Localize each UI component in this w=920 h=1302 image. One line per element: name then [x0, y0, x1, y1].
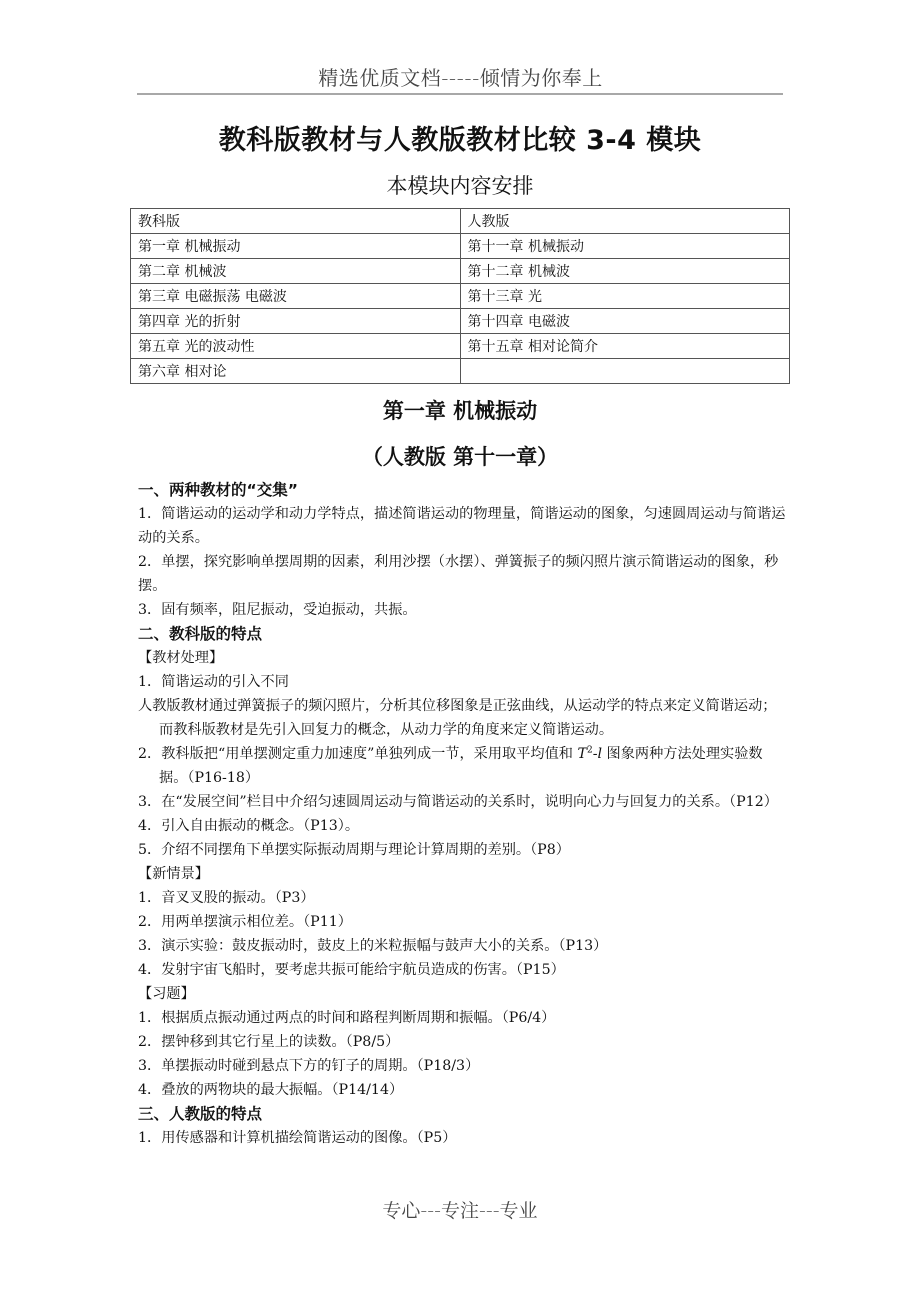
table-cell: 第六章 相对论: [131, 359, 461, 384]
table-cell: 第十四章 电磁波: [460, 309, 790, 334]
list-item: 3．单摆振动时碰到悬点下方的钉子的周期。（P18/3）: [138, 1058, 480, 1074]
math-superscript: 2: [586, 745, 593, 756]
page-header: 精选优质文档-----倾情为你奉上: [318, 66, 603, 90]
list-item: 3．固有频率，阻尼振动，受迫振动，共振。: [138, 602, 417, 618]
table-cell: 第十二章 机械波: [460, 259, 790, 284]
table-row: [131, 359, 790, 384]
subsection-tag: 【新情景】: [138, 866, 209, 882]
text-segment: 图象两种方法处理实验数据。（P16-18）: [159, 746, 763, 786]
table-cell: 第一章 机械振动: [131, 234, 461, 259]
list-item: 4．引入自由振动的概念。（P13）。: [138, 818, 360, 834]
table-cell: 第四章 光的折射: [131, 309, 461, 334]
list-item: 2．单摆，探究影响单摆周期的因素，利用沙摆（水摆）、弹簧振子的频闪照片演示简谐运动的图象，秒摆。: [138, 554, 779, 594]
subsection-tag: 【教材处理】: [138, 650, 224, 666]
table-header-row: [131, 209, 790, 234]
list-item: 1．音叉叉股的振动。（P3）: [138, 890, 315, 906]
table-cell: [460, 359, 790, 384]
list-item: 5．介绍不同摆角下单摆实际振动周期与理论计算周期的差别。（P8）: [138, 842, 570, 858]
table-cell: 第十一章 机械振动: [460, 234, 790, 259]
chapter-title: 第一章 机械振动: [382, 399, 538, 423]
paragraph: 人教版教材通过弹簧振子的频闪照片，分析其位移图象是正弦曲线，从运动学的特点来定义简谐运动；而教科版教材是先引入回复力的概念，从动力学的角度来定义简谐运动。: [138, 698, 777, 738]
list-item: 3．在“发展空间”栏目中介绍匀速圆周运动与简谐运动的关系时，说明向心力与回复力的关系。（P12）: [138, 794, 778, 810]
list-item: 2．摆钟移到其它行星上的读数。（P8/5）: [138, 1034, 400, 1050]
section-heading: 三、人教版的特点: [138, 1105, 263, 1123]
list-item: 1．用传感器和计算机描绘简谐运动的图像。（P5）: [138, 1130, 457, 1146]
math-T: T: [577, 746, 587, 762]
math-l: l: [597, 746, 603, 762]
list-item: [138, 742, 788, 790]
list-item: 2．用两单摆演示相位差。（P11）: [138, 914, 352, 930]
table-row: [131, 334, 790, 359]
header-divider: [137, 93, 783, 95]
subsection-tag: 【习题】: [138, 986, 195, 1002]
content-arrangement-table: [130, 208, 790, 384]
math-dash: -: [592, 746, 598, 762]
list-item: 4．发射宇宙飞船时，要考虑共振可能给宇航员造成的伤害。（P15）: [138, 962, 565, 978]
table-row: [131, 259, 790, 284]
table-header-cell: 人教版: [460, 209, 790, 234]
table-row: [131, 284, 790, 309]
list-item: 3．演示实验：鼓皮振动时，鼓皮上的米粒振幅与鼓声大小的关系。（P13）: [138, 938, 608, 954]
document-body: [138, 478, 788, 1150]
list-item: 1．根据质点振动通过两点的时间和路程判断周期和振幅。（P6/4）: [138, 1010, 556, 1026]
table-row: [131, 234, 790, 259]
list-item: 4．叠放的两物块的最大振幅。（P14/14）: [138, 1082, 404, 1098]
section-heading: 二、教科版的特点: [138, 625, 263, 643]
table-cell: 第三章 电磁振荡 电磁波: [131, 284, 461, 309]
table-cell: 第二章 机械波: [131, 259, 461, 284]
section-heading: 一、两种教材的“交集”: [138, 481, 298, 499]
chapter-subtitle: （人教版 第十一章）: [361, 445, 559, 469]
table-header-cell: 教科版: [131, 209, 461, 234]
table-cell: 第十三章 光: [460, 284, 790, 309]
page-footer: 专心---专注---专业: [382, 1200, 538, 1222]
list-item: 1．简谐运动的引入不同: [138, 674, 289, 690]
list-item: 1．简谐运动的运动学和动力学特点，描述简谐运动的物理量，简谐运动的图象，匀速圆周运动与简谐运动的关系。: [138, 506, 786, 546]
table-row: [131, 309, 790, 334]
text-segment: 2．教科版把“用单摆测定重力加速度”单独列成一节，采用取平均值和: [138, 746, 578, 762]
document-title: 教科版教材与人教版教材比较 3-4 模块: [218, 125, 702, 156]
document-subtitle: 本模块内容安排: [386, 174, 534, 198]
table-cell: 第五章 光的波动性: [131, 334, 461, 359]
table-cell: 第十五章 相对论简介: [460, 334, 790, 359]
